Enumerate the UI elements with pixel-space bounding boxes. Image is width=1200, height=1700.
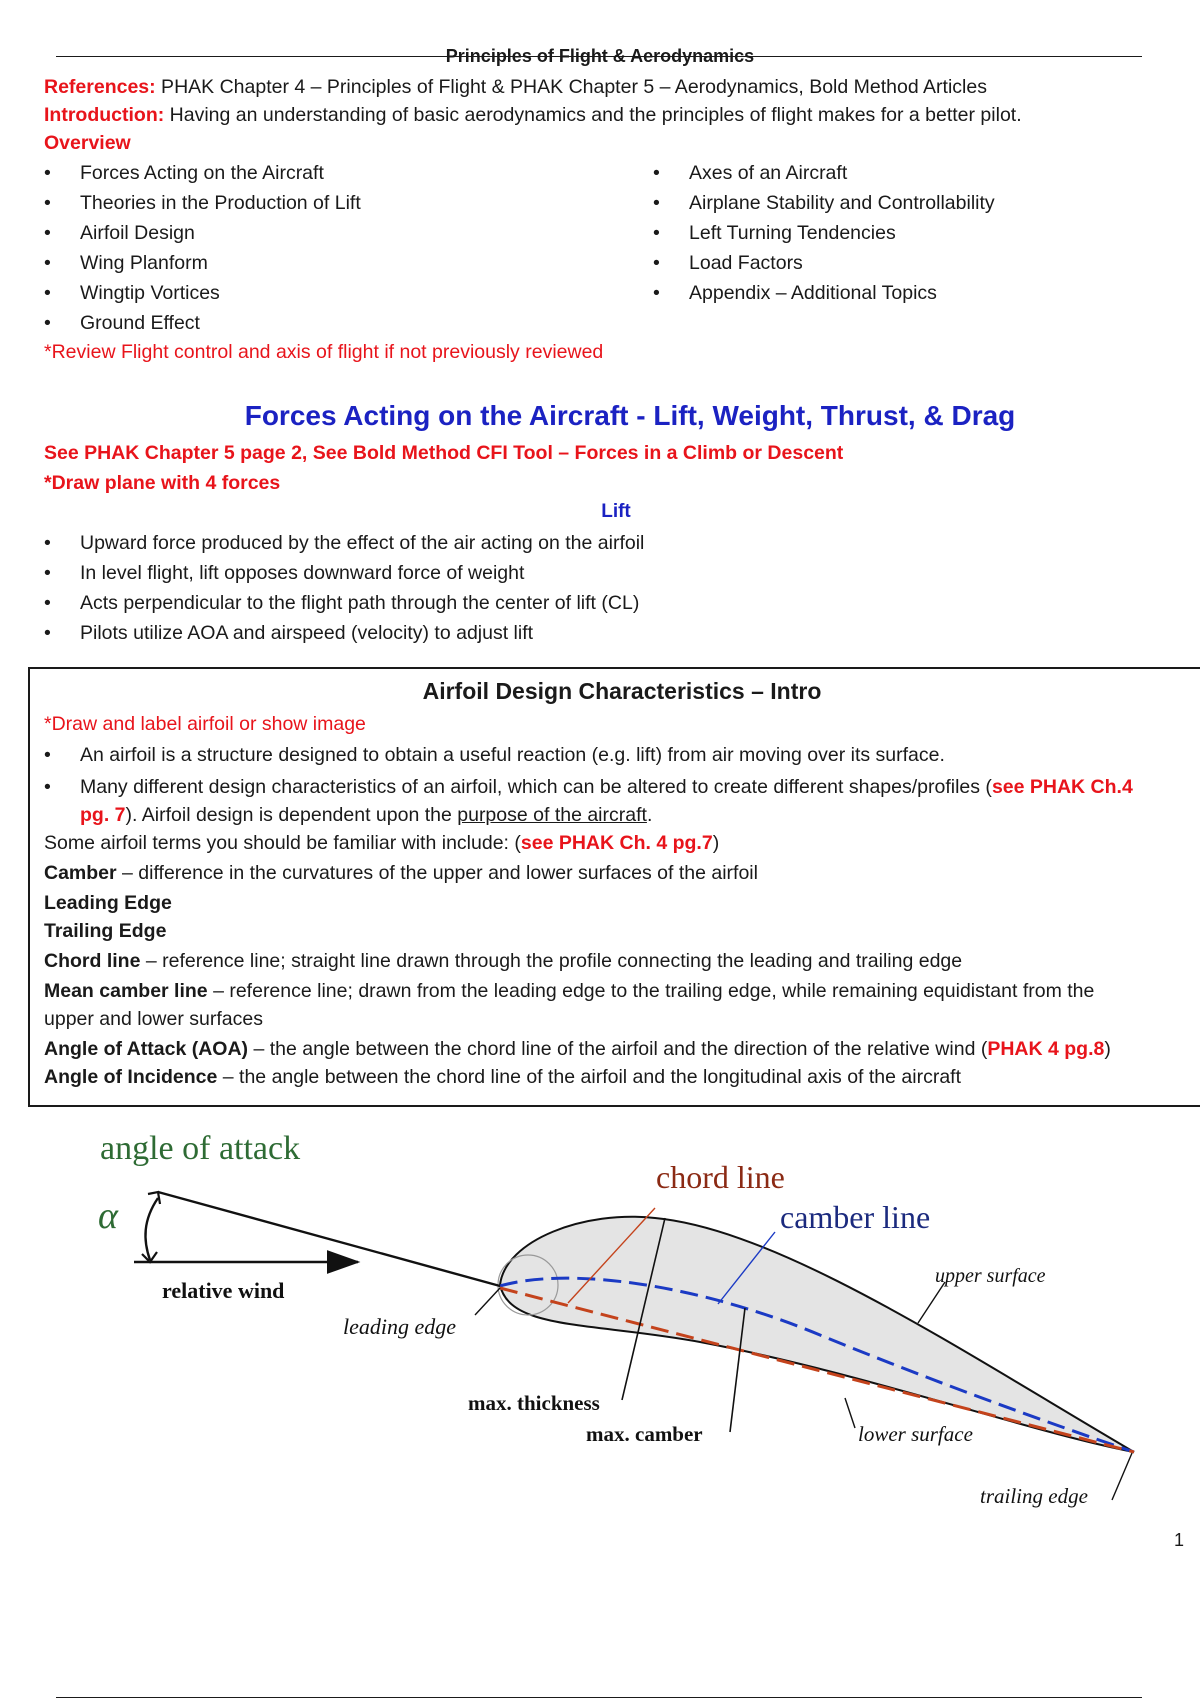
overview-item: • Left Turning Tendencies — [689, 222, 896, 245]
trailing-edge-label: trailing edge — [980, 1484, 1088, 1508]
term-camber: Camber – difference in the curvatures of the upper and lower surfaces of the airfoil — [44, 862, 758, 884]
references-line: References: PHAK Chapter 4 – Principles of Flight & PHAK Chapter 5 – Aerodynamics, Bold Method Articles — [44, 76, 987, 98]
leading-edge-label: leading edge — [343, 1314, 457, 1339]
lift-bullet: • Upward force produced by the effect of the air acting on the airfoil — [80, 532, 644, 555]
introduction-line: Introduction: Having an understanding of basic aerodynamics and the principles of flight makes for a better pilot. — [44, 104, 1022, 126]
term-chord-line: Chord line – reference line; straight line drawn through the profile connecting the leading and trailing edge — [44, 950, 963, 972]
overview-item: • Airfoil Design — [80, 222, 195, 245]
overview-item: • Wing Planform — [80, 252, 208, 275]
lift-heading: Lift — [601, 501, 631, 522]
camber-line-label: camber line — [780, 1199, 931, 1235]
overview-item: • Appendix – Additional Topics — [689, 282, 937, 305]
forces-heading: Forces Acting on the Aircraft - Lift, Weight, Thrust, & Drag — [244, 400, 1016, 431]
term-mean-camber-line: Mean camber line – reference line; drawn from the leading edge to the trailing edge, while remaining equidistant from the — [44, 980, 1095, 1002]
airfoil-bullet: • An airfoil is a structure designed to obtain a useful reaction (e.g. lift) from air moving over its surface. — [80, 744, 945, 767]
relative-wind-label: relative wind — [162, 1278, 285, 1303]
overview-item: • Theories in the Production of Lift — [80, 192, 361, 215]
max-camber-label: max. camber — [586, 1422, 703, 1446]
term-mean-camber-line-continued: upper and lower surfaces — [44, 1008, 263, 1030]
upper-surface-label: upper surface — [935, 1265, 1046, 1287]
overview-item: • Wingtip Vortices — [80, 282, 220, 305]
lift-bullet: • Acts perpendicular to the flight path through the center of lift (CL) — [80, 592, 639, 615]
angle-of-attack-label: angle of attack — [100, 1130, 301, 1167]
upper-surface-leader — [918, 1282, 945, 1323]
lower-surface-label: lower surface — [858, 1422, 973, 1446]
forces-draw-note: *Draw plane with 4 forces — [44, 472, 281, 494]
footer-rule — [56, 1697, 1142, 1698]
airfoil-bullet-continued: pg. 7). Airfoil design is dependent upon the purpose of the aircraft. — [80, 804, 653, 826]
forces-see-note: See PHAK Chapter 5 page 2, See Bold Method CFI Tool – Forces in a Climb or Descent — [44, 442, 844, 464]
airfoil-bullet: • Many different design characteristics of an airfoil, which can be altered to create different shapes/profiles (see PHAK Ch.4 — [80, 776, 1133, 799]
overview-item: • Forces Acting on the Aircraft — [80, 162, 324, 185]
chord-extension-line — [158, 1192, 500, 1286]
overview-label: Overview — [44, 132, 131, 154]
term-angle-of-incidence: Angle of Incidence – the angle between the chord line of the airfoil and the longitudinal axis of the aircraft — [44, 1066, 962, 1088]
document-title: Principles of Flight & Aerodynamics — [445, 46, 755, 66]
term-leading-edge: Leading Edge — [44, 892, 172, 914]
leading-edge-leader — [475, 1288, 500, 1315]
page-number: 1 — [1174, 1530, 1185, 1550]
term-angle-of-attack: Angle of Attack (AOA) – the angle between the chord line of the airfoil and the direction of the relative wind (PHAK 4 pg.8) — [44, 1038, 1111, 1060]
chord-line-label: chord line — [656, 1159, 785, 1195]
airfoil-heading: Airfoil Design Characteristics – Intro — [422, 678, 822, 704]
airfoil-draw-note: *Draw and label airfoil or show image — [44, 713, 366, 735]
alpha-arc-arrow — [145, 1198, 158, 1260]
lift-bullet: • In level flight, lift opposes downward force of weight — [80, 562, 524, 585]
overview-item: • Axes of an Aircraft — [689, 162, 847, 185]
airfoil-diagram — [0, 1110, 1200, 1530]
lift-bullet: • Pilots utilize AOA and airspeed (velocity) to adjust lift — [80, 622, 533, 645]
terms-intro: Some airfoil terms you should be familiar with include: (see PHAK Ch. 4 pg.7) — [44, 832, 720, 854]
overview-item: • Ground Effect — [80, 312, 200, 335]
lower-surface-leader — [845, 1398, 855, 1428]
trailing-edge-leader — [1112, 1453, 1132, 1500]
review-note: *Review Flight control and axis of flight if not previously reviewed — [44, 341, 604, 363]
overview-item: • Load Factors — [689, 252, 803, 275]
max-thickness-label: max. thickness — [468, 1391, 600, 1415]
overview-item: • Airplane Stability and Controllability — [689, 192, 995, 215]
alpha-symbol: α — [98, 1195, 118, 1237]
term-trailing-edge: Trailing Edge — [44, 920, 167, 942]
